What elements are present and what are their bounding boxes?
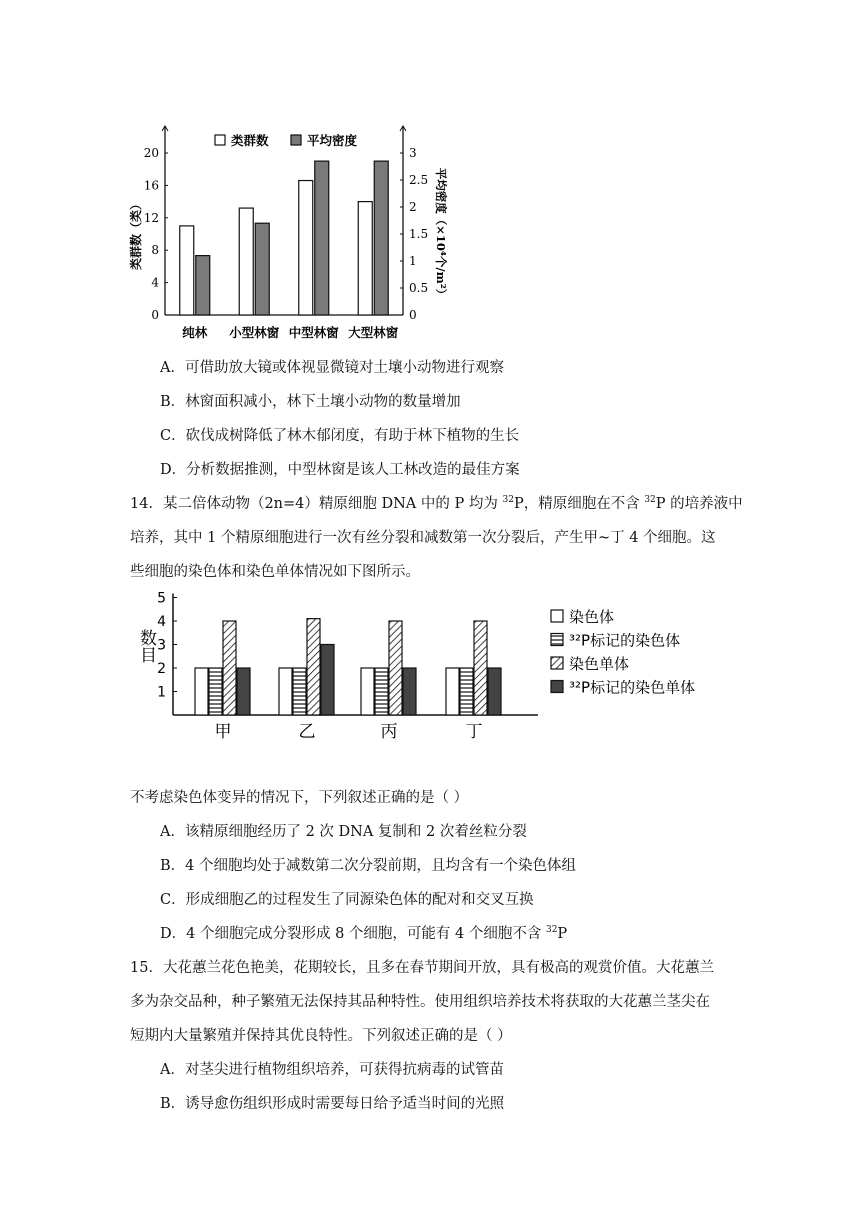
category-label: 甲 bbox=[214, 722, 232, 742]
forest-gap-chart bbox=[125, 118, 448, 348]
q13-option-b: B．林窗面积减小，林下土壤小动物的数量增加 bbox=[160, 394, 461, 410]
legend-label: 平均密度 bbox=[307, 133, 358, 148]
bar-mean-density bbox=[315, 161, 329, 315]
legend-swatch bbox=[551, 634, 563, 646]
category-label: 丙 bbox=[380, 722, 398, 742]
q14-option-c: C．形成细胞乙的过程发生了同源染色体的配对和交叉互换 bbox=[160, 892, 534, 908]
q13-option-a: A．可借助放大镜或体视显微镜对土壤小动物进行观察 bbox=[160, 360, 504, 376]
left-tick-label: 8 bbox=[151, 243, 159, 258]
right-tick-label: 0.5 bbox=[409, 281, 429, 295]
q14-stem-line-1: 14．某二倍体动物（2n=4）精原细胞 DNA 中的 P 均为 $^{32}$P，精原细胞在不含 $^{32}$P 的培养液中 bbox=[130, 495, 743, 512]
legend-label: 类群数 bbox=[231, 133, 269, 148]
left-tick-label: 0 bbox=[151, 308, 159, 322]
right-tick-label: 0 bbox=[409, 308, 417, 322]
category-label: 中型林窗 bbox=[288, 325, 339, 340]
right-tick-label: 1 bbox=[409, 254, 417, 268]
y-tick-label: 5 bbox=[157, 590, 166, 607]
right-tick-label: 2 bbox=[409, 200, 417, 214]
q14-option-b: B．4 个细胞均处于减数第二次分裂前期，且均含有一个染色体组 bbox=[160, 858, 576, 874]
q14-option-a: A．该精原细胞经历了 2 次 DNA 复制和 2 次着丝粒分裂 bbox=[160, 824, 527, 840]
q15-stem-line-2: 多为杂交品种，种子繁殖无法保持其品种特性。使用组织培养技术将获取的大花蕙兰茎尖在 bbox=[130, 994, 710, 1010]
y-tick-label: 2 bbox=[157, 661, 166, 677]
chromosome-chart bbox=[128, 590, 738, 744]
category-label: 乙 bbox=[298, 722, 316, 742]
y-tick-label: 1 bbox=[157, 684, 166, 701]
q13-option-d: D．分析数据推测，中型林窗是该人工林改造的最佳方案 bbox=[160, 462, 520, 478]
right-tick-label: 1.5 bbox=[409, 227, 429, 241]
bar-dark bbox=[321, 645, 334, 716]
bar-diagonal-hatch bbox=[223, 621, 236, 715]
category-label: 丁 bbox=[465, 722, 483, 742]
right-tick-label: 3 bbox=[409, 146, 417, 160]
legend-swatch bbox=[551, 681, 563, 693]
category-label: 小型林窗 bbox=[229, 325, 280, 340]
right-axis-title: 平均密度（×10⁴个/m²） bbox=[434, 167, 448, 301]
bar-horizontal-lines bbox=[375, 668, 388, 715]
legend-swatch bbox=[551, 610, 563, 622]
bar-mean-density bbox=[196, 256, 210, 315]
bar-taxa-count bbox=[180, 226, 194, 315]
bar-diagonal-hatch bbox=[474, 621, 487, 715]
bar-mean-density bbox=[374, 161, 388, 315]
right-tick-label: 2.5 bbox=[409, 173, 429, 187]
q15-stem-line-1: 15．大花蕙兰花色艳美，花期较长，且多在春节期间开放，具有极高的观赏价值。大花蕙兰 bbox=[130, 960, 714, 976]
bar-dark bbox=[237, 668, 250, 715]
legend-swatch bbox=[551, 657, 563, 669]
q14-option-d: D．4 个细胞完成分裂形成 8 个细胞，可能有 4 个细胞不含 $^{32}$P bbox=[160, 925, 568, 942]
legend-label: ³²P标记的染色单体 bbox=[569, 678, 696, 697]
bar-mean-density bbox=[255, 223, 269, 315]
left-tick-label: 12 bbox=[143, 210, 159, 225]
category-label: 大型林窗 bbox=[348, 325, 399, 340]
legend-swatch bbox=[291, 135, 301, 145]
q14-stem-line-2: 培养，其中 1 个精原细胞进行一次有丝分裂和减数第一次分裂后，产生甲~丁 4 个细胞。这 bbox=[130, 530, 716, 546]
left-tick-label: 20 bbox=[143, 146, 159, 160]
bar-horizontal-lines bbox=[209, 668, 222, 715]
bar-taxa-count bbox=[239, 208, 253, 315]
bar-white bbox=[361, 668, 374, 715]
bar-white bbox=[446, 668, 459, 715]
legend-label: ³²P标记的染色体 bbox=[569, 631, 681, 650]
y-tick-label: 4 bbox=[157, 614, 166, 630]
y-tick-label: 3 bbox=[157, 637, 166, 654]
q13-option-c: C．砍伐成树降低了林木郁闭度，有助于林下植物的生长 bbox=[160, 428, 520, 444]
left-axis-title: 类群数（类） bbox=[129, 197, 143, 271]
legend-swatch bbox=[215, 135, 225, 145]
q15-stem-line-3: 短期内大量繁殖并保持其优良特性。下列叙述正确的是（ ） bbox=[130, 1028, 512, 1044]
legend-label: 染色单体 bbox=[569, 655, 630, 673]
bar-diagonal-hatch bbox=[389, 621, 402, 715]
left-tick-label: 4 bbox=[151, 275, 159, 290]
bar-horizontal-lines bbox=[460, 668, 473, 715]
left-tick-label: 16 bbox=[143, 178, 159, 193]
bar-white bbox=[195, 668, 208, 715]
y-axis-title: 数目 bbox=[136, 629, 156, 663]
bar-diagonal-hatch bbox=[307, 619, 320, 715]
bar-white bbox=[279, 668, 292, 715]
bar-dark bbox=[403, 668, 416, 715]
bar-dark bbox=[488, 668, 501, 715]
q15-option-a: A．对茎尖进行植物组织培养，可获得抗病毒的试管苗 bbox=[160, 1062, 504, 1078]
bar-taxa-count bbox=[299, 181, 313, 315]
bar-taxa-count bbox=[358, 202, 372, 315]
category-label: 纯林 bbox=[182, 325, 208, 340]
bar-horizontal-lines bbox=[293, 668, 306, 715]
legend-label: 染色体 bbox=[569, 608, 615, 626]
q14-question: 不考虑染色体变异的情况下，下列叙述正确的是（ ） bbox=[130, 790, 469, 806]
q14-stem-line-3: 些细胞的染色体和染色单体情况如下图所示。 bbox=[130, 564, 420, 580]
q15-option-b: B．诱导愈伤组织形成时需要每日给予适当时间的光照 bbox=[160, 1096, 505, 1112]
